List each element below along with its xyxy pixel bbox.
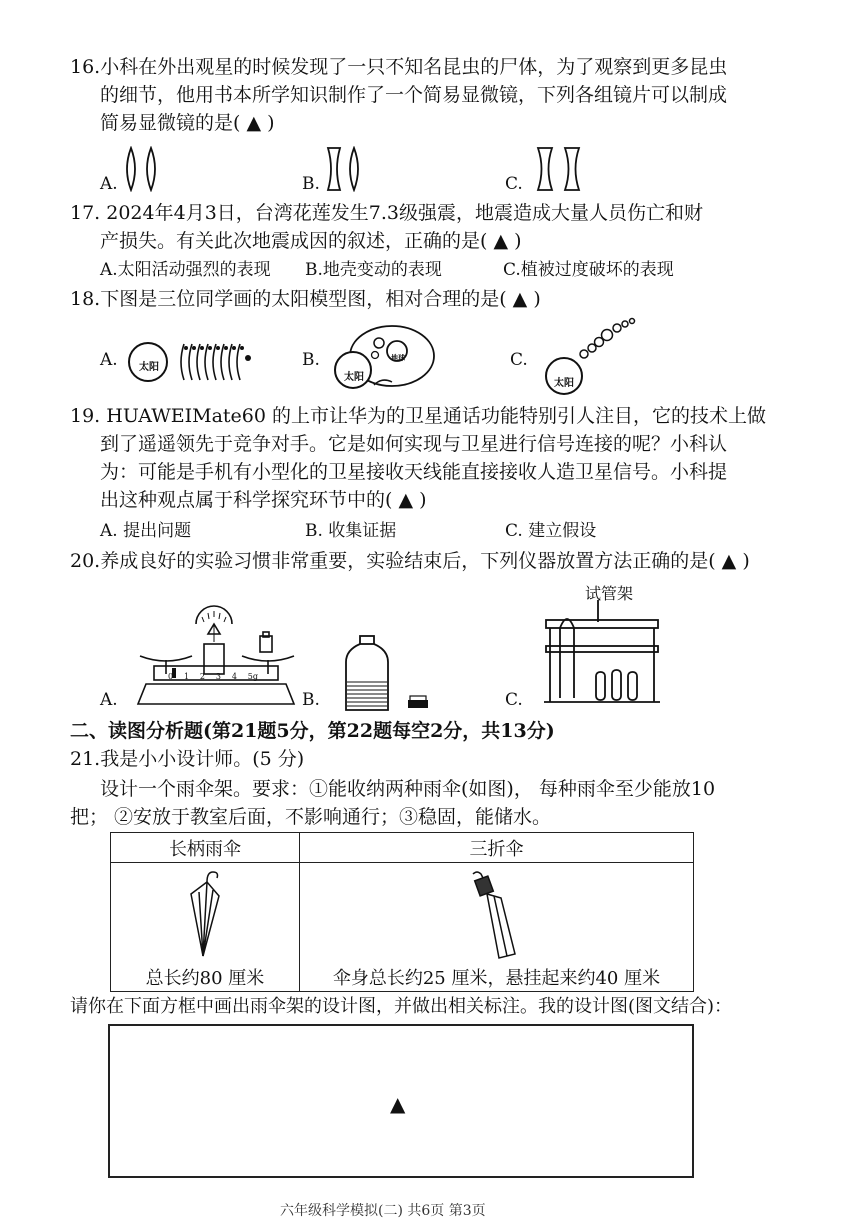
q16-lens-a-figure [122, 146, 162, 192]
table-header-folding-umbrella: 三折伞 [300, 833, 694, 863]
q21-instruction: 请你在下面方框中画出雨伞架的设计图，并做出相关标注。我的设计图(图文结合)： [70, 996, 733, 1017]
q18-sun-label-c: 太阳 [554, 378, 574, 389]
q16-option-a-label: A. [100, 174, 118, 194]
q19-option-c: C. 建立假设 [505, 521, 597, 541]
q20-option-c-label: C. [505, 690, 523, 710]
q17-option-b: B.地壳变动的表现 [305, 260, 442, 280]
q17-option-c: C.植被过度破坏的表现 [503, 260, 674, 280]
section-2-heading: 二、读图分析题(第21题5分，第22题每空2分，共13分) [70, 720, 555, 742]
q16-line-1: 16.小科在外出观星的时候发现了一只不知名昆虫的尸体，为了观察到更多昆虫 [70, 56, 728, 78]
q19-line-4: 出这种观点属于科学探究环节中的( ▲ ) [100, 489, 427, 511]
q18-sun-label-a: 太阳 [139, 362, 159, 373]
q18-option-c-label: C. [510, 350, 528, 370]
scale-tick: 1 [183, 672, 190, 681]
q18-sun-label-b: 太阳 [344, 372, 364, 383]
scale-tick: 3 [215, 672, 221, 681]
q20-line: 20.养成良好的实验习惯非常重要，实验结束后，下列仪器放置方法正确的是( ▲ ) [70, 550, 750, 572]
long-umbrella-icon [111, 864, 299, 960]
q21-line-2: 设计一个雨伞架。要求：①能收纳两种雨伞(如图)， 每种雨伞至少能放10 [100, 778, 716, 800]
scale-tick: 2 [199, 672, 205, 681]
q19-option-b: B. 收集证据 [305, 521, 397, 541]
folding-umbrella-cell [300, 863, 694, 992]
q21-line-3: 把； ②安放于教室后面，不影响通行；③稳固，能储水。 [70, 806, 552, 828]
q20-option-a-label: A. [100, 690, 118, 710]
q20-rack-label: 试管架 [585, 584, 634, 603]
q16-option-c-label: C. [505, 174, 523, 194]
scale-tick: 5g [247, 672, 258, 681]
q18-option-b-label: B. [302, 350, 320, 370]
q17-line-2: 产损失。有关此次地震成因的叙述，正确的是( ▲ ) [100, 230, 522, 252]
q17-option-a: A.太阳活动强烈的表现 [100, 260, 271, 280]
q16-line-3: 简易显微镜的是( ▲ ) [100, 112, 275, 134]
q19-option-a: A. 提出问题 [100, 521, 192, 541]
q16-option-b-label: B. [302, 174, 320, 194]
q21-line-1: 21.我是小小设计师。(5 分) [70, 748, 305, 770]
q20-test-tube-rack-figure [540, 598, 665, 710]
q19-line-3: 为：可能是手机有小型化的卫星接收天线能直接接收人造卫星信号。小科提 [100, 461, 728, 483]
q18-line: 18.下图是三位同学画的太阳模型图，相对合理的是( ▲ ) [70, 288, 541, 310]
scale-tick: 0 [168, 672, 174, 681]
q20-bottle-figure [340, 634, 440, 714]
folding-umbrella-caption: 伞身总长约25 厘米，悬挂起来约40 厘米 [332, 968, 661, 989]
scale-tick: 4 [231, 672, 237, 681]
q18-option-a-label: A. [100, 350, 118, 370]
umbrella-table [110, 832, 694, 992]
q20-scale-ticks [168, 672, 258, 681]
answer-placeholder-mark: ▲ [390, 1092, 406, 1116]
q16-lens-c-figure [535, 146, 585, 192]
table-header-long-umbrella: 长柄雨伞 [111, 833, 300, 863]
q17-line-1: 17. 2024年4月3日，台湾花莲发生7.3级强震，地震造成大量人员伤亡和财 [70, 202, 704, 224]
q19-line-1: 19. HUAWEIMate60 的上市让华为的卫星通话功能特别引人注目，它的技术上做 [70, 405, 766, 427]
q18-earth-label: 地球 [391, 353, 405, 362]
q16-lens-b-figure [325, 146, 365, 192]
q16-line-2: 的细节，他用书本所学知识制作了一个简易显微镜，下列各组镜片可以制成 [100, 84, 728, 106]
folding-umbrella-icon [300, 864, 693, 960]
q20-balance-figure [126, 604, 301, 714]
q20-option-b-label: B. [302, 690, 320, 710]
q19-line-2: 到了遥遥领先于竞争对手。它是如何实现与卫星进行信号连接的呢？小科认 [100, 433, 728, 455]
long-umbrella-cell [111, 863, 300, 992]
page-footer: 六年级科学模拟(二) 共6页 第3页 [280, 1203, 486, 1219]
long-umbrella-caption: 总长约80 厘米 [145, 968, 265, 989]
